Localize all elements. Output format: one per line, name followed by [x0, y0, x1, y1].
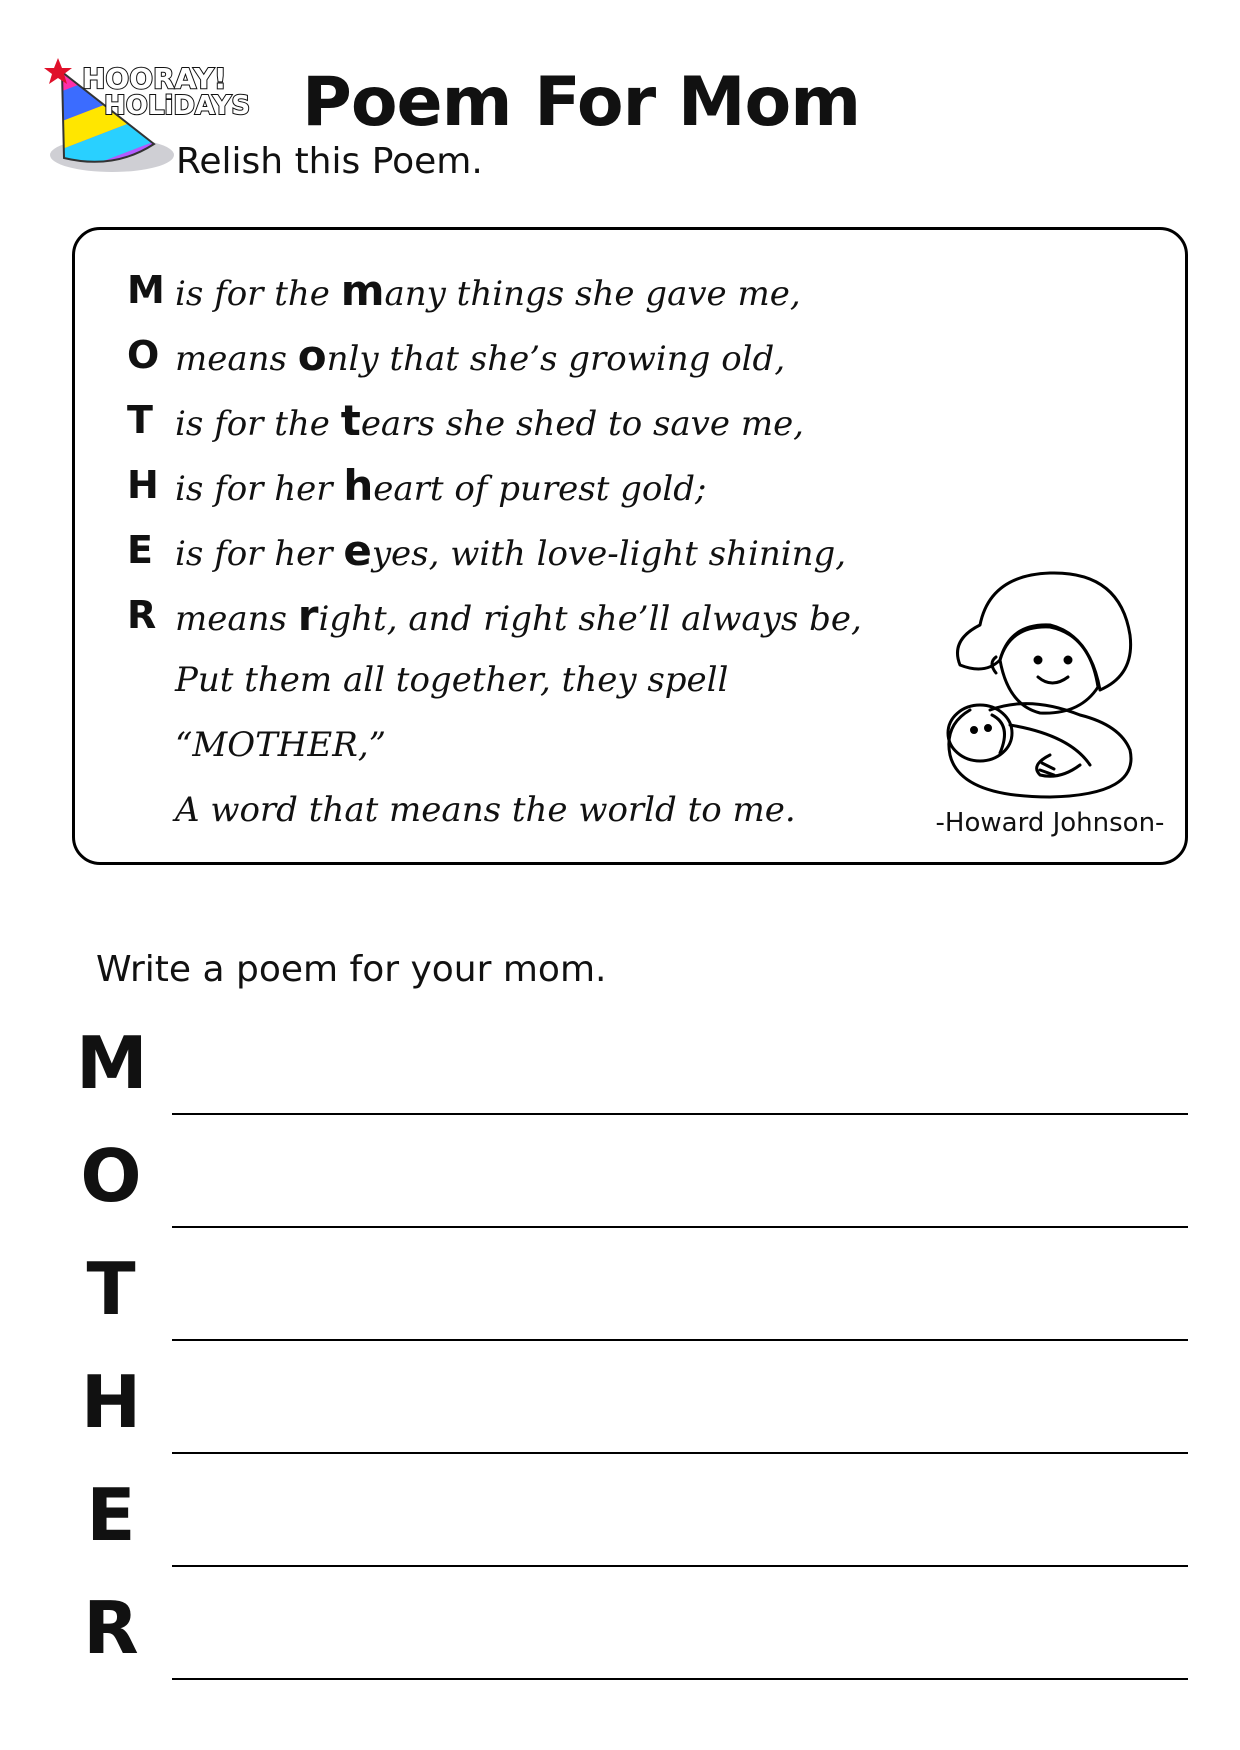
poem-text: is for the: [175, 273, 341, 314]
poem-initial: O: [127, 333, 160, 377]
poem-closing-line: [175, 782, 796, 838]
poem-initial: M: [127, 268, 165, 312]
write-line[interactable]: [172, 1339, 1188, 1341]
poem-line-m: [127, 262, 801, 318]
poem-author: -Howard Johnson-: [935, 808, 1165, 838]
write-line[interactable]: [172, 1226, 1188, 1228]
poem-line-r: [127, 587, 862, 643]
poem-line-h: [127, 457, 707, 513]
acrostic-initial: O: [80, 1134, 142, 1218]
poem-box: [72, 227, 1188, 865]
write-row-h: [76, 1354, 1188, 1454]
write-line[interactable]: [172, 1678, 1188, 1680]
poem-line-e: [127, 522, 846, 578]
write-row-e: [76, 1467, 1188, 1567]
poem-text: means: [175, 598, 298, 639]
poem-text: is for the: [175, 403, 341, 444]
acrostic-initial: H: [80, 1360, 142, 1444]
poem-text: ight, and right she’ll always be,: [318, 598, 862, 639]
write-line[interactable]: [172, 1113, 1188, 1115]
acrostic-initial: E: [86, 1473, 136, 1557]
acrostic-initial: T: [86, 1247, 136, 1331]
poem-accent-letter: r: [297, 590, 319, 640]
poem-text: yes, with love-light shining,: [371, 533, 847, 574]
logo-text-hooray: HOORAY!: [82, 62, 227, 95]
poem-text: is for her: [175, 468, 344, 509]
poem-text: Put them all together, they spell: [175, 660, 729, 700]
write-row-r: [76, 1580, 1188, 1680]
poem-text: ears she shed to save me,: [360, 403, 804, 444]
write-row-t: [76, 1241, 1188, 1341]
poem-initial: T: [127, 398, 153, 442]
poem-text: any things she gave me,: [384, 273, 801, 314]
exercise-prompt: Write a poem for your mom.: [96, 949, 607, 990]
poem-initial: E: [127, 528, 153, 572]
write-line[interactable]: [172, 1565, 1188, 1567]
write-line[interactable]: [172, 1452, 1188, 1454]
poem-accent-letter: e: [343, 525, 372, 575]
mother-holding-baby-icon: [930, 565, 1160, 805]
page-subtitle: Relish this Poem.: [176, 141, 483, 182]
write-row-m: [76, 1015, 1188, 1115]
page-title: Poem For Mom: [302, 63, 861, 142]
poem-text: is for her: [175, 533, 344, 574]
poem-initial: R: [127, 593, 157, 637]
acrostic-initial: R: [83, 1586, 139, 1670]
poem-initial: H: [127, 463, 159, 507]
poem-closing-line: [175, 652, 728, 708]
poem-accent-letter: h: [343, 460, 374, 510]
write-row-o: [76, 1128, 1188, 1228]
poem-closing-line: [175, 717, 386, 773]
logo-text-holidays: HOLiDAYS: [104, 91, 251, 121]
acrostic-initial: M: [76, 1021, 148, 1105]
poem-text: means: [175, 338, 298, 379]
poem-line-o: [127, 327, 785, 383]
poem-text: nly that she’s growing old,: [326, 338, 786, 379]
poem-accent-letter: m: [340, 265, 385, 315]
poem-line-t: [127, 392, 804, 448]
poem-accent-letter: o: [297, 330, 327, 380]
poem-text: “MOTHER,”: [175, 725, 387, 765]
poem-text: eart of purest gold;: [373, 468, 707, 509]
poem-accent-letter: t: [340, 395, 361, 445]
poem-text: A word that means the world to me.: [175, 790, 796, 830]
